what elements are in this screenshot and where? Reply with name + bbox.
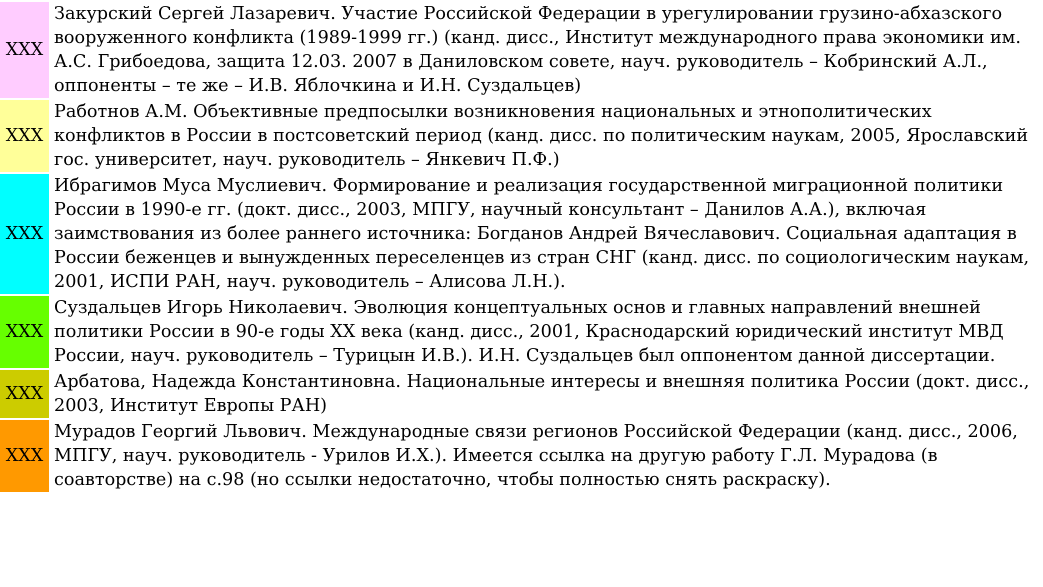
color-marker-yellow: XXX bbox=[0, 100, 49, 172]
color-marker-orange: XXX bbox=[0, 420, 49, 492]
color-marker-olive: XXX bbox=[0, 370, 49, 418]
source-row-zakursky bbox=[0, 2, 1043, 98]
source-entry-text: Арбатова, Надежда Константиновна. Национальные интересы и внешняя политика России (докт. дисс., 2003, Институт Европы РАН) bbox=[54, 372, 1030, 416]
source-entry-text: Суздальцев Игорь Николаевич. Эволюция концептуальных основ и главных направлений внешней политики России в 90-е годы XX века (канд. дисс., 2001, Краснодарский юридический институт МВД России, науч. руководитель – Турицын И.В.). И.Н. Суздальцев был оппонентом данной диссертации. bbox=[54, 298, 1004, 366]
source-entry-text: Работнов А.М. Объективные предпосылки возникновения национальных и этнополитических конфликтов в России в постсоветский период (канд. дисс. по политическим наукам, 2005, Ярославский гос. университет, науч. руководитель – Янкевич П.Ф.) bbox=[54, 102, 1029, 170]
source-row-rabotnov bbox=[0, 100, 1043, 172]
source-entry-text: Закурский Сергей Лазаревич. Участие Российской Федерации в урегулировании грузино-абхазского вооруженного конфликта (1989-1999 гг.) (канд. дисс., Институт международного права экономики им. А.С. Грибоедова, защита 12.03. 2007 в Даниловском совете, науч. руководитель – Кобринский А.Л., оппоненты – те же – И.В. Яблочкина и И.Н. Суздальцев) bbox=[54, 4, 1021, 96]
color-marker-cyan: XXX bbox=[0, 174, 49, 294]
source-entry-text: Ибрагимов Муса Муслиевич. Формирование и реализация государственной миграционной политики России в 1990-е гг. (докт. дисс., 2003, МПГУ, научный консультант – Данилов А.А.), включая заимствования из более раннего источника: Богданов Андрей Вячеславович. Социальная адаптация в России беженцев и вынужденных переселенцев из стран СНГ (канд. дисс. по социологическим наукам, 2001, ИСПИ РАН, науч. руководитель – Алисова Л.Н.). bbox=[54, 176, 1030, 292]
color-marker-pink: XXX bbox=[0, 2, 49, 98]
source-row-ibragimov bbox=[0, 174, 1043, 294]
source-entry-text: Мурадов Георгий Львович. Международные связи регионов Российской Федерации (канд. дисс., 2006, МПГУ, науч. руководитель - Урилов И.Х.). Имеется ссылка на другую работу Г.Л. Мурадова (в соавторстве) на с.98 (но ссылки недостаточно, чтобы полностью снять раскраску). bbox=[54, 422, 1018, 490]
color-marker-green: XXX bbox=[0, 296, 49, 368]
source-row-suzdaltsev bbox=[0, 296, 1043, 368]
source-row-muradov bbox=[0, 420, 1043, 492]
source-row-arbatova bbox=[0, 370, 1043, 418]
